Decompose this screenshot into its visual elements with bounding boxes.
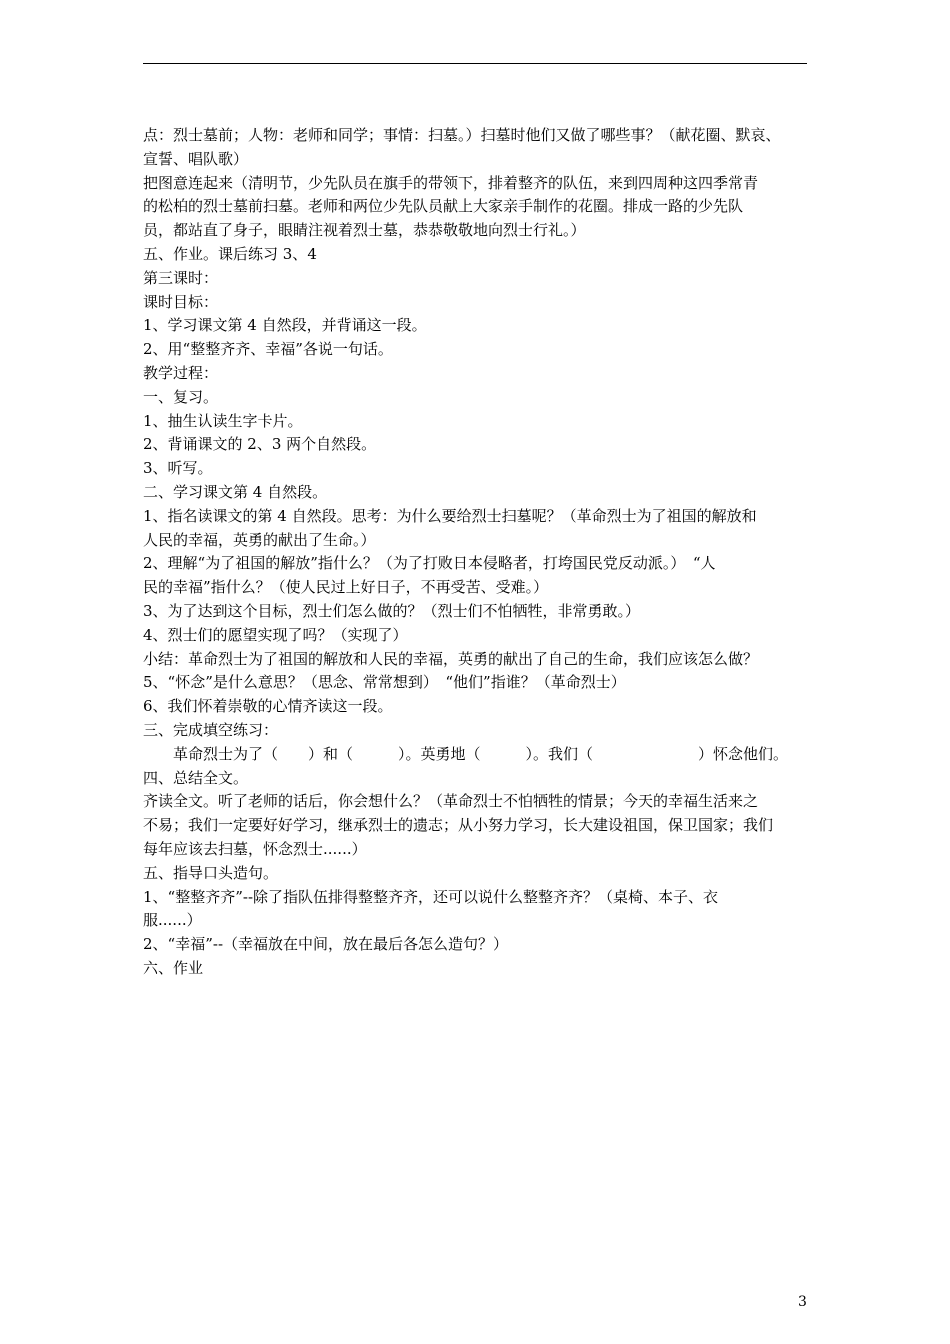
text-line: 不易；我们一定要好好学习，继承烈士的遗志；从小努力学习，长大建设祖国，保卫国家；我们	[143, 816, 774, 835]
section-heading: 第三课时：	[143, 268, 219, 287]
text-line: 宣誓、唱队歌）	[143, 149, 249, 168]
text-line: 1、指名读课文的第 4 自然段。思考：为什么要给烈士扫墓呢？（革命烈士为了祖国的解放和	[143, 506, 757, 525]
text-line: 的松柏的烈士墓前扫墓。老师和两位少先队员献上大家亲手制作的花圈。排成一路的少先队	[143, 197, 744, 216]
document-body	[143, 124, 811, 981]
text-line: 2、“幸福”--（幸福放在中间，放在最后各怎么造句？）	[143, 935, 509, 954]
text-line: 每年应该去扫墓，怀念烈士......）	[143, 839, 367, 858]
text-line: 1、学习课文第 4 自然段，并背诵这一段。	[143, 316, 427, 335]
section-heading: 五、作业。课后练习 3、4	[143, 244, 317, 263]
header-rule	[143, 63, 807, 64]
page-number: 3	[798, 1294, 807, 1310]
text-line: 1、抽生认读生字卡片。	[143, 411, 303, 430]
text-line: 教学过程：	[143, 363, 219, 382]
section-heading: 六、作业	[143, 958, 204, 977]
text-line: 服......）	[143, 911, 202, 930]
fill-in-blank-line: 革命烈士为了（ ）和（ ）。英勇地（ ）。我们（ ）怀念他们。	[173, 744, 789, 763]
text-line: 6、我们怀着崇敬的心情齐读这一段。	[143, 697, 393, 716]
text-line: 点：烈士墓前；人物：老师和同学；事情：扫墓。）扫墓时他们又做了哪些事？（献花圈、默哀、	[143, 126, 781, 144]
text-line: 1、“整整齐齐”--除了指队伍排得整整齐齐，还可以说什么整整齐齐？（桌椅、本子、衣	[143, 887, 719, 906]
section-heading: 四、总结全文。	[143, 768, 249, 787]
text-line: 3、听写。	[143, 459, 213, 478]
text-line: 2、理解“为了祖国的解放”指什么？（为了打败日本侵略者，打垮国民党反动派。） “人	[143, 554, 716, 573]
text-line: 人民的幸福，英勇的献出了生命。）	[143, 530, 376, 549]
section-heading: 三、完成填空练习：	[143, 720, 279, 739]
text-line: 民的幸福”指什么？（使人民过上好日子，不再受苦、受难。）	[143, 578, 549, 597]
text-line: 员，都站直了身子，眼睛注视着烈士墓，恭恭敬敬地向烈士行礼。）	[143, 221, 586, 240]
text-line: 2、背诵课文的 2、3 两个自然段。	[143, 435, 377, 454]
section-heading: 二、学习课文第 4 自然段。	[143, 482, 328, 501]
text-line: 4、烈士们的愿望实现了吗？（实现了）	[143, 625, 408, 644]
text-line: 小结：革命烈士为了祖国的解放和人民的幸福，英勇的献出了自己的生命，我们应该怎么做？	[143, 649, 759, 668]
text-line: 课时目标：	[143, 292, 219, 311]
section-heading: 五、指导口头造句。	[143, 863, 279, 882]
text-line: 齐读全文。听了老师的话后，你会想什么？（革命烈士不怕牺牲的情景；今天的幸福生活来之	[143, 792, 759, 811]
text-line: 2、用“整整齐齐、幸福”各说一句话。	[143, 340, 393, 359]
text-line: 5、“怀念”是什么意思？（思念、常常想到） “他们”指谁？（革命烈士）	[143, 673, 626, 692]
text-line: 把图意连起来（清明节，少先队员在旗手的带领下，排着整齐的队伍，来到四周种这四季常青	[143, 173, 759, 192]
section-heading: 一、复习。	[143, 387, 219, 406]
text-line: 3、为了达到这个目标，烈士们怎么做的？（烈士们不怕牺牲，非常勇敢。）	[143, 601, 641, 620]
